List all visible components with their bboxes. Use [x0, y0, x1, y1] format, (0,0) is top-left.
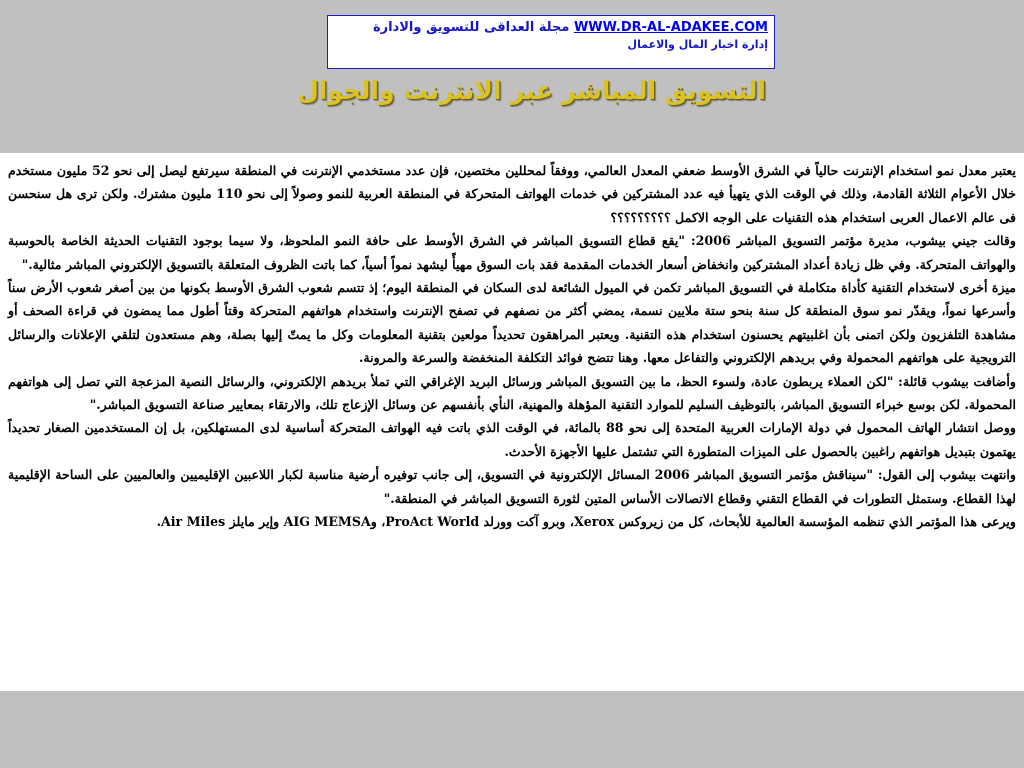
- article-body: [0, 153, 1024, 691]
- article-paragraph: ويرعى هذا المؤتمر الذي تنظمه المؤسسة العالمية للأبحاث، كل من زيروكس Xerox، وبرو آكت وورلد ProAct World، وAIG MEMSA وإير مايلز Air Miles.: [156, 514, 1016, 530]
- magazine-header-box: [327, 15, 775, 69]
- article-paragraph: وانتهت بيشوب إلى القول: "سيناقش مؤتمر التسويق المباشر 2006 المسائل الإلكترونية في التسويق، إلى جانب توفيره أرضية مناسبة لكبار اللاعبين الإقليميين والعالميين على الساحة الإقليمية لهذا القطاع. وستمثل التطورات في القطاع التقني وقطاع الاتصالات الأساس المتين لثورة التسويق المباشر في المنطقة.": [8, 467, 1016, 506]
- site-link[interactable]: WWW.DR-AL-ADAKEE.COM: [573, 20, 768, 35]
- section-name: إدارة اخبار المال والاعمال: [627, 38, 768, 51]
- article-paragraph: وأضافت بيشوب قائلة: "لكن العملاء يربطون عادة، ولسوء الحظ، ما بين التسويق المباشر ورسائل البريد الإغراقي التي تملأ بريدهم الإلكتروني، والرسائل النصية المزعجة التي تصل إلى هواتفهم المحمولة. لكن بوسع خبراء التسويق المباشر، بالتوظيف السليم للموارد التقنية المؤهلة والمهنية، النأي بأنفسهم عن وسائل الإزعاج تلك، والارتقاء بمعايير صناعة التسويق المباشر.": [8, 373, 1016, 413]
- page-title-container: [0, 76, 766, 105]
- article-paragraph: ميزة أخرى لاستخدام التقنية كأداة متكاملة في التسويق المباشر تكمن في الميول الشائعة لدى السكان في المنطقة اليوم؛ إذ تتسم شعوب الشرق الأوسط بكونها من بين أصغر شعوب الأرض سناً وأسرعها نمواً، ويقدّر نمو سوق المنطقة كل سنة بنحو ستة ملايين نسمة، يمضي أكثر من نصفهم في تصفح الإنترنت واستخدام هواتفهم المتحركة وقتاً أطول مما يمضون في قراءة الصحف أو مشاهدة التلفزيون ولكن اتمنى بأن اغلبيتهم يحسنون استخدام هذه التقنية. ويعتبر المراهقون تحديداً مولعين بتقنية المعلومات وكل ما يمتّ إليها بصلة، وهم مستعدون لتلقي الإعلانات والرسائل الترويجية على هواتفهم المحمولة وفي بريدهم الإلكتروني والتفاعل معها. وهنا تتضح فوائد التكلفة المنخفضة والسرعة والمرونة.: [8, 280, 1016, 366]
- article-paragraph: وقالت جيني بيشوب، مديرة مؤتمر التسويق المباشر 2006: "يقع قطاع التسويق المباشر في الشرق الأوسط على حافة النمو الملحوظ، ولا سيما بوجود التقنيات الحديثة الخاصة بالحوسبة والهواتف المتحركة. وفي ظل زيادة أعداد المشتركين وانخفاض أسعار الخدمات المقدمة فقد بات السوق مهيأً ليشهد نمواً أسياً، كما باتت الظروف المتعلقة بالتسويق الإلكتروني المباشر مثالية.": [8, 233, 1016, 272]
- magazine-name: مجلة العداقى للتسويق والادارة: [372, 20, 570, 35]
- article-paragraph: ووصل انتشار الهاتف المحمول في دولة الإمارات العربية المتحدة إلى نحو 88 بالمائة، في الوقت الذي باتت فيه الهواتف المتحركة أساسية لدى المستهلكين، بل إن المستخدمين الصغار تحديداً يهتمون بتبديل هواتفهم راغبين بالحصول على الميزات المتطورة التي تشتمل عليها الأجهزة الأحدث.: [8, 420, 1016, 459]
- article-paragraph: يعتبر معدل نمو استخدام الإنترنت حالياً في الشرق الأوسط ضعفي المعدل العالمي، ووفقاً لمحللين مختصين، فإن عدد مستخدمي الإنترنت في المنطقة سيرتفع ليصل إلى نحو 52 مليون مستخدم خلال الأعوام الثلاثة القادمة، وذلك في الوقت الذي يتهيأ فيه عدد المشتركين في خدمات الهواتف المتحركة في المنطقة العربية للنمو وصولاً إلى نحو 110 مليون مشترك. ولكن ترى هل سنحسن فى عالم الاعمال العربى استخدام هذه التقنيات على الوجه الاكمل ؟؟؟؟؟؟؟؟؟: [8, 163, 1016, 225]
- page-title: التسويق المباشر عبر الانترنت والجوال: [297, 76, 766, 105]
- magazine-header-line: [334, 20, 768, 36]
